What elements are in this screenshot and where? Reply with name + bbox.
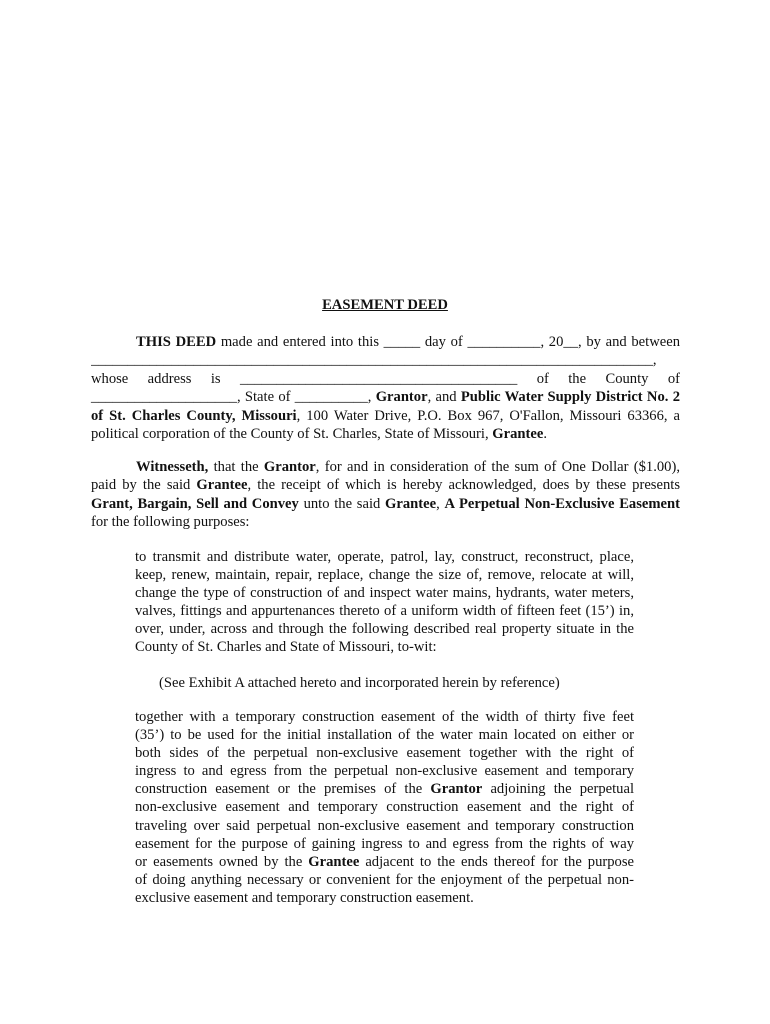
grantee-address: , 100 Water Drive, P.O. Box 967, O'Fallon, Missouri 63366, a: [296, 407, 681, 424]
grantor-name-blank: _____________________________________________________________________________,: [91, 352, 657, 369]
temp-easement-line: of doing anything necessary or convenient for the enjoyment of the perpetual non-: [135, 871, 634, 888]
grantee-term: Grantee: [308, 853, 360, 870]
grantee-term: Grantee: [196, 477, 248, 494]
witnesseth-paragraph: [91, 458, 680, 532]
intro-line-6: [91, 425, 680, 443]
purposes-line: change the type of construction of and inspect water mains, hydrants, water meters,: [135, 585, 634, 602]
temp-easement-line: (35’) to be used for the initial installation of the water main located on either or: [135, 727, 634, 744]
intro-text: , and: [427, 389, 461, 406]
witnesseth-line-4: for the following purposes:: [91, 514, 250, 531]
address-blank: ______________________________________: [240, 370, 518, 387]
intro-text: political corporation of the County of St. Charles, State of Missouri,: [91, 426, 493, 443]
witnesseth-text: that the: [208, 459, 264, 475]
purposes-line: keep, renew, maintain, repair, replace, change the size of, remove, relocate at will,: [135, 567, 634, 584]
temporary-easement-paragraph: [135, 708, 634, 907]
temp-easement-text: construction easement or the premises of the: [135, 781, 431, 798]
intro-text: made and entered into this _____ day of __________, 20__, by and between: [216, 334, 680, 350]
grantee-term: Grantee: [385, 495, 437, 512]
county-label: of the County of: [536, 370, 680, 387]
witnesseth-text: paid by the said: [91, 477, 197, 494]
grantee-term: Grantee: [492, 426, 544, 443]
grantor-term: Grantor: [375, 389, 428, 406]
temp-easement-text: or easements owned by the: [135, 853, 309, 870]
purposes-line: to transmit and distribute water, operate, patrol, lay, construct, reconstruct, place,: [135, 549, 634, 565]
purposes-line: County of St. Charles and State of Missouri, to-wit:: [135, 639, 437, 656]
purposes-line: valves, fittings and appurtenances thereto of a uniform width of fifteen feet (15’) in,: [135, 603, 634, 620]
temp-easement-line: together with a temporary construction easement of the width of thirty five feet: [135, 709, 634, 725]
temp-easement-line: both sides of the perpetual non-exclusive easement together with the right of: [135, 745, 634, 762]
address-label: whose address is: [91, 370, 221, 387]
intro-line-3: [91, 370, 680, 388]
intro-text: .: [543, 426, 547, 443]
witnesseth-text: unto the said: [298, 495, 386, 512]
conveyance-terms: Grant, Bargain, Sell and Convey: [91, 495, 299, 512]
state-blank: ____________________, State of __________,: [91, 389, 376, 406]
temp-easement-text: adjacent to the ends thereof for the purpose: [359, 853, 635, 870]
temp-easement-line: easement for the purpose of gaining ingress to and egress from the rights of way: [135, 835, 634, 852]
witnesseth-line-3: [91, 495, 680, 513]
exhibit-reference: (See Exhibit A attached hereto and incorporated herein by reference): [159, 675, 560, 691]
intro-line-4: [91, 388, 680, 406]
this-deed-label: THIS DEED: [136, 334, 217, 350]
intro-line-5: [91, 407, 680, 425]
temp-easement-line: [135, 853, 634, 871]
grantee-county: of St. Charles County, Missouri: [91, 407, 297, 424]
witnesseth-text: , for and in consideration of the sum of One Dollar ($1.00),: [315, 459, 680, 475]
temp-easement-line: exclusive easement and temporary construction easement.: [135, 889, 474, 906]
intro-paragraph: [91, 333, 680, 443]
purposes-paragraph: [135, 548, 634, 657]
witnesseth-text: , the receipt of which is hereby acknowledged, does by these presents: [247, 477, 680, 494]
easement-type: A Perpetual Non-Exclusive Easement: [444, 495, 680, 512]
grantee-name: Public Water Supply District No. 2: [460, 389, 680, 406]
witnesseth-line-2: [91, 476, 680, 494]
witnesseth-label: Witnesseth,: [136, 459, 209, 475]
temp-easement-text: adjoining the perpetual: [482, 781, 634, 798]
intro-line-1: [91, 333, 680, 351]
temp-easement-line: [135, 780, 634, 798]
grantor-term: Grantor: [430, 781, 483, 798]
grantor-term: Grantor: [263, 459, 316, 475]
purposes-line: over, under, across and through the following described real property situate in the: [135, 621, 634, 638]
witnesseth-line-1: [91, 458, 680, 476]
temp-easement-line: non-exclusive easement and temporary construction easement and the right of: [135, 799, 634, 816]
temp-easement-line: ingress to and egress from the perpetual non-exclusive easement and temporary: [135, 763, 634, 780]
document-title: EASEMENT DEED: [322, 297, 448, 313]
temp-easement-line: traveling over said perpetual non-exclusive easement and temporary construction: [135, 817, 634, 834]
witnesseth-text: ,: [436, 495, 445, 512]
